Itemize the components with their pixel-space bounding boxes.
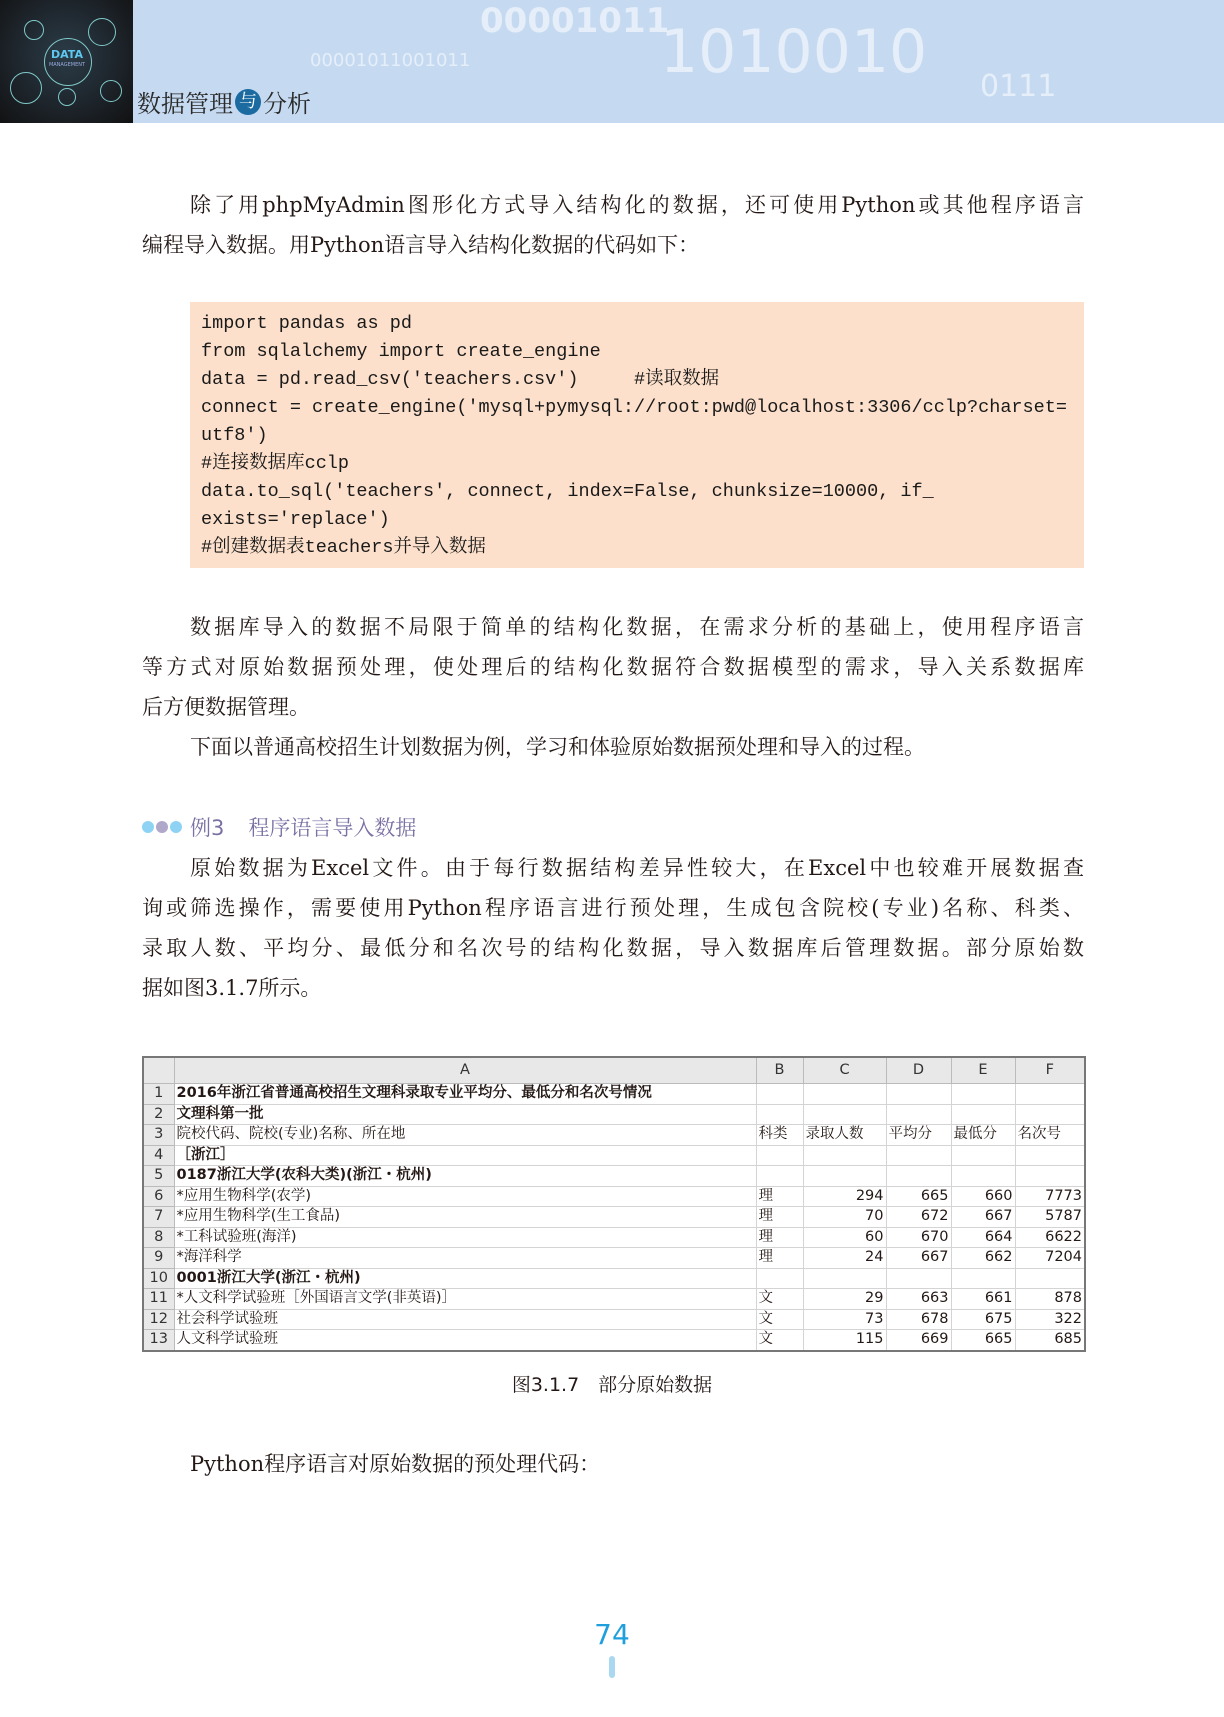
cell: [756, 1145, 803, 1166]
cell: [951, 1104, 1015, 1125]
cell: [1015, 1084, 1085, 1105]
column-header: F: [1015, 1057, 1085, 1084]
page-number: 74: [594, 1618, 630, 1651]
example-heading: 例3 程序语言导入数据: [142, 812, 416, 842]
cell: 6622: [1015, 1227, 1085, 1248]
code-block: [190, 302, 1084, 568]
table-row: [143, 1166, 1085, 1187]
cell: 665: [886, 1186, 951, 1207]
cell: 文: [756, 1330, 803, 1351]
cell: [803, 1145, 886, 1166]
cell: ［浙江］: [174, 1145, 756, 1166]
table-row: [143, 1186, 1085, 1207]
cell: 平均分: [886, 1125, 951, 1146]
paragraph-line: 后方便数据管理。: [142, 695, 310, 719]
cell: 678: [886, 1309, 951, 1330]
cell: 667: [886, 1248, 951, 1269]
cell: 115: [803, 1330, 886, 1351]
data-management-logo: DATA MANAGEMENT: [0, 0, 133, 123]
cell: 理: [756, 1186, 803, 1207]
cell: *应用生物科学(农学): [174, 1186, 756, 1207]
cell: 660: [951, 1186, 1015, 1207]
paragraph-line: 等方式对原始数据预处理，使处理后的结构化数据符合数据模型的需求，导入关系数据库: [142, 655, 1084, 679]
paragraph-line: 录取人数、平均分、最低分和名次号的结构化数据，导入数据库后管理数据。部分原始数: [142, 936, 1084, 960]
table-row: [143, 1145, 1085, 1166]
table-row: [143, 1104, 1085, 1125]
cell: [1015, 1104, 1085, 1125]
row-number: 8: [143, 1227, 174, 1248]
table-row: [143, 1125, 1085, 1146]
code-line: #连接数据库cclp: [201, 453, 350, 474]
cell: [951, 1084, 1015, 1105]
row-number: 11: [143, 1289, 174, 1310]
code-line: connect = create_engine('mysql+pymysql://root:pwd@localhost:3306/cclp?charset=: [201, 397, 1067, 418]
cell: 5787: [1015, 1207, 1085, 1228]
row-number: 10: [143, 1268, 174, 1289]
code-line: data = pd.read_csv('teachers.csv') #读取数据: [201, 369, 720, 390]
binary-decoration: 1010010: [660, 17, 928, 87]
cell: 文: [756, 1309, 803, 1330]
table-row: [143, 1289, 1085, 1310]
cell: 60: [803, 1227, 886, 1248]
table-row: [143, 1207, 1085, 1228]
cell: 7773: [1015, 1186, 1085, 1207]
cell: 7204: [1015, 1248, 1085, 1269]
code-line: from sqlalchemy import create_engine: [201, 341, 601, 362]
cell: 社会科学试验班: [174, 1309, 756, 1330]
row-number: 9: [143, 1248, 174, 1269]
cell: 669: [886, 1330, 951, 1351]
cell: 663: [886, 1289, 951, 1310]
cell: *人文科学试验班［外国语言文学(非英语)］: [174, 1289, 756, 1310]
cell: [803, 1166, 886, 1187]
corner-cell: [143, 1057, 174, 1084]
cell: 672: [886, 1207, 951, 1228]
bullet-dot-icon: [170, 821, 182, 833]
paragraph-line: 数据库导入的数据不局限于简单的结构化数据，在需求分析的基础上，使用程序语言: [190, 615, 1084, 639]
table-row: [143, 1330, 1085, 1351]
code-line: import pandas as pd: [201, 313, 412, 334]
cell: 675: [951, 1309, 1015, 1330]
binary-decoration: 0111: [980, 69, 1057, 104]
paragraph-line: 除了用phpMyAdmin图形化方式导入结构化的数据，还可使用Python或其他程序语言: [190, 193, 1084, 217]
cell: 662: [951, 1248, 1015, 1269]
row-number: 5: [143, 1166, 174, 1187]
cell: 24: [803, 1248, 886, 1269]
column-header: B: [756, 1057, 803, 1084]
cell: 最低分: [951, 1125, 1015, 1146]
cell: 理: [756, 1248, 803, 1269]
cell: [803, 1104, 886, 1125]
book-title: 数据管理 与 分析: [137, 90, 311, 118]
page-marker: [609, 1656, 615, 1678]
row-number: 2: [143, 1104, 174, 1125]
paragraph-line: 询或筛选操作，需要使用Python程序语言进行预处理，生成包含院校(专业)名称、科类、: [142, 896, 1084, 920]
column-header: E: [951, 1057, 1015, 1084]
paragraph-line: 原始数据为Excel文件。由于每行数据结构差异性较大，在Excel中也较难开展数据查: [190, 856, 1084, 880]
cell: 670: [886, 1227, 951, 1248]
table-row: [143, 1309, 1085, 1330]
column-header: A: [174, 1057, 756, 1084]
cell: [756, 1104, 803, 1125]
cell: [886, 1268, 951, 1289]
cell: [1015, 1166, 1085, 1187]
cell: [886, 1166, 951, 1187]
code-line: data.to_sql('teachers', connect, index=False, chunksize=10000, if_: [201, 481, 934, 502]
cell: [886, 1104, 951, 1125]
row-number: 1: [143, 1084, 174, 1105]
code-line: exists='replace'): [201, 509, 390, 530]
cell: [886, 1145, 951, 1166]
page-header: [0, 0, 1224, 123]
cell: *海洋科学: [174, 1248, 756, 1269]
column-header: C: [803, 1057, 886, 1084]
bullet-dot-icon: [156, 821, 168, 833]
cell: *应用生物科学(生工食品): [174, 1207, 756, 1228]
paragraph-line: Python程序语言对原始数据的预处理代码：: [190, 1452, 601, 1476]
column-header-row: [143, 1057, 1085, 1084]
cell: 理: [756, 1227, 803, 1248]
row-number: 4: [143, 1145, 174, 1166]
cell: 667: [951, 1207, 1015, 1228]
binary-decoration: 00001011: [480, 1, 670, 41]
cell: [756, 1268, 803, 1289]
cell: 685: [1015, 1330, 1085, 1351]
code-line: utf8'): [201, 425, 268, 446]
code-line: #创建数据表teachers并导入数据: [201, 537, 486, 558]
cell: 文: [756, 1289, 803, 1310]
cell: 科类: [756, 1125, 803, 1146]
cell: 0187浙江大学(农科大类)(浙江・杭州): [174, 1166, 756, 1187]
paragraph-line: 下面以普通高校招生计划数据为例，学习和体验原始数据预处理和导入的过程。: [190, 735, 925, 759]
cell: 名次号: [1015, 1125, 1085, 1146]
row-number: 3: [143, 1125, 174, 1146]
cell: [886, 1084, 951, 1105]
cell: [951, 1145, 1015, 1166]
row-number: 7: [143, 1207, 174, 1228]
cell: [1015, 1268, 1085, 1289]
cell: 29: [803, 1289, 886, 1310]
cell: 理: [756, 1207, 803, 1228]
cell: 322: [1015, 1309, 1085, 1330]
cell: 录取人数: [803, 1125, 886, 1146]
cell: 人文科学试验班: [174, 1330, 756, 1351]
figure-caption: 图3.1.7 部分原始数据: [511, 1374, 713, 1396]
cell: 文理科第一批: [174, 1104, 756, 1125]
cell: [951, 1268, 1015, 1289]
paragraph-line: 编程导入数据。用Python语言导入结构化数据的代码如下：: [142, 233, 700, 257]
row-number: 12: [143, 1309, 174, 1330]
cell: [756, 1084, 803, 1105]
cell: 73: [803, 1309, 886, 1330]
cell: *工科试验班(海洋): [174, 1227, 756, 1248]
bullet-dot-icon: [142, 821, 154, 833]
cell: 665: [951, 1330, 1015, 1351]
column-header: D: [886, 1057, 951, 1084]
binary-decoration: 00001011001011: [310, 50, 471, 71]
table-row: [143, 1084, 1085, 1105]
cell: 878: [1015, 1289, 1085, 1310]
cell: [951, 1166, 1015, 1187]
cell: [803, 1268, 886, 1289]
cell: 2016年浙江省普通高校招生文理科录取专业平均分、最低分和名次号情况: [174, 1084, 756, 1105]
table-row: [143, 1227, 1085, 1248]
row-number: 6: [143, 1186, 174, 1207]
cell: 294: [803, 1186, 886, 1207]
row-number: 13: [143, 1330, 174, 1351]
spreadsheet-figure: [142, 1056, 1086, 1352]
cell: [756, 1166, 803, 1187]
cell: [1015, 1145, 1085, 1166]
cell: 院校代码、院校(专业)名称、所在地: [174, 1125, 756, 1146]
cell: 70: [803, 1207, 886, 1228]
table-row: [143, 1248, 1085, 1269]
paragraph-line: 据如图3.1.7所示。: [142, 976, 322, 1000]
table-row: [143, 1268, 1085, 1289]
cell: [803, 1084, 886, 1105]
cell: 661: [951, 1289, 1015, 1310]
cell: 0001浙江大学(浙江・杭州): [174, 1268, 756, 1289]
cell: 664: [951, 1227, 1015, 1248]
